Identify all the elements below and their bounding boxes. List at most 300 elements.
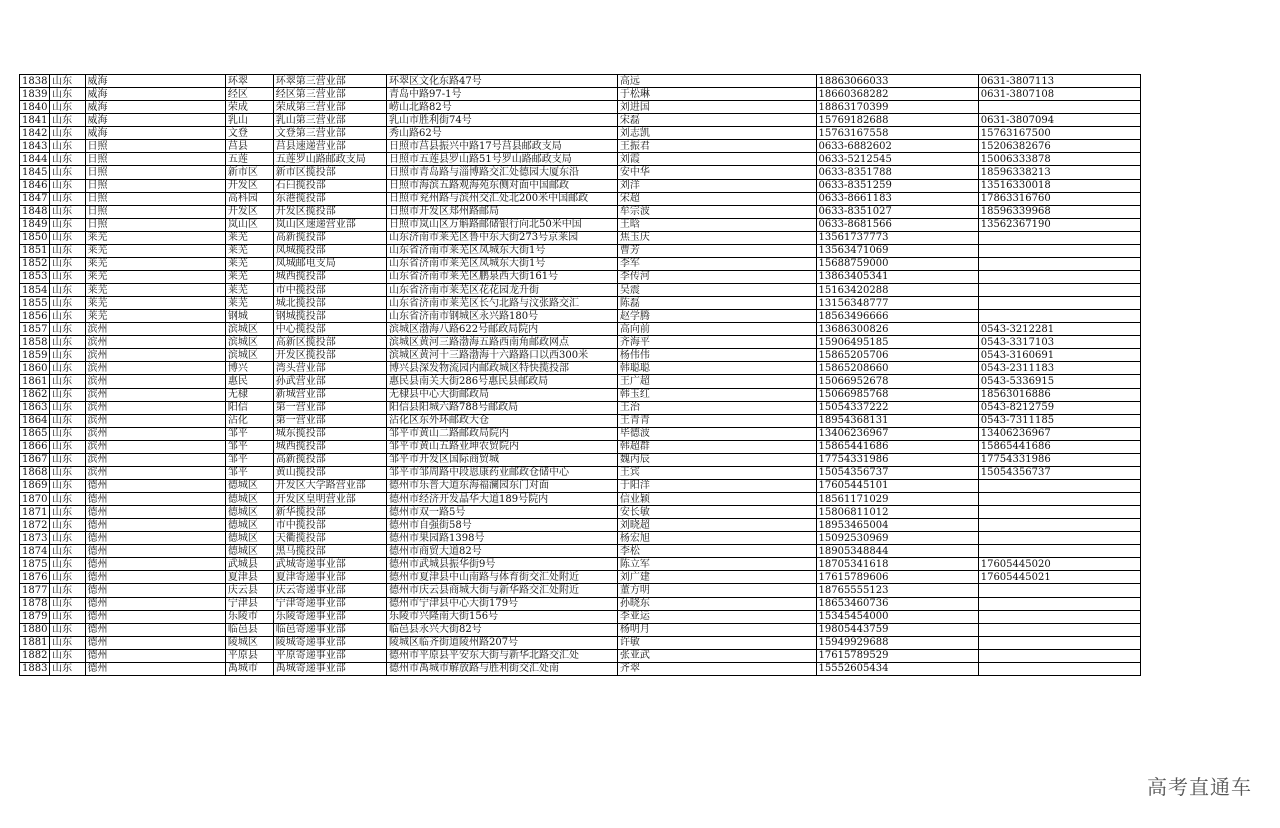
contact-name-cell: 李松 — [617, 545, 816, 558]
district-cell: 滨城区 — [225, 349, 273, 362]
district-cell: 荣成 — [225, 101, 273, 114]
table-row — [20, 179, 1141, 192]
district-cell: 开发区 — [225, 179, 273, 192]
branch-name-cell: 开发区大学路营业部 — [273, 479, 386, 492]
table-row — [20, 427, 1141, 440]
row-number-cell: 1848 — [20, 205, 50, 218]
contact-name-cell: 杨伟伟 — [617, 349, 816, 362]
row-number-cell: 1869 — [20, 479, 50, 492]
city-cell: 滨州 — [85, 323, 225, 336]
phone-cell: 15345454000 — [816, 610, 978, 623]
alt-phone-cell: 0631-3807094 — [978, 114, 1140, 127]
address-cell: 山东省济南市莱芜区长勺北路与汶张路交汇 — [387, 297, 618, 310]
district-cell: 莒县 — [225, 140, 273, 153]
district-cell: 惠民 — [225, 375, 273, 388]
branch-name-cell: 环翠第三营业部 — [273, 75, 386, 88]
address-cell: 乐陵市兴隆南大街156号 — [387, 610, 618, 623]
district-cell: 无棣 — [225, 388, 273, 401]
branch-name-cell: 开发区揽投部 — [273, 205, 386, 218]
branch-name-cell: 五莲罗山路邮政支局 — [273, 153, 386, 166]
phone-cell: 15054356737 — [816, 466, 978, 479]
contact-name-cell: 刘进国 — [617, 101, 816, 114]
table-row — [20, 597, 1141, 610]
address-cell: 环翠区文化东路47号 — [387, 75, 618, 88]
alt-phone-cell — [978, 270, 1140, 283]
contact-name-cell: 宋超 — [617, 192, 816, 205]
contact-name-cell: 刘广建 — [617, 571, 816, 584]
province-cell: 山东 — [50, 479, 85, 492]
contact-name-cell: 焦玉庆 — [617, 231, 816, 244]
city-cell: 威海 — [85, 127, 225, 140]
branch-name-cell: 第一营业部 — [273, 401, 386, 414]
alt-phone-cell — [978, 584, 1140, 597]
address-cell: 德州市乐普大道东海福澜园东门对面 — [387, 479, 618, 492]
district-cell: 平原县 — [225, 649, 273, 662]
table-row — [20, 440, 1141, 453]
province-cell: 山东 — [50, 323, 85, 336]
district-cell: 五莲 — [225, 153, 273, 166]
alt-phone-cell — [978, 610, 1140, 623]
province-cell: 山东 — [50, 362, 85, 375]
city-cell: 莱芜 — [85, 244, 225, 257]
row-number-cell: 1852 — [20, 257, 50, 270]
branch-name-cell: 平原寄递事业部 — [273, 649, 386, 662]
phone-cell: 15163420288 — [816, 284, 978, 297]
district-cell: 宁津县 — [225, 597, 273, 610]
alt-phone-cell: 13406236967 — [978, 427, 1140, 440]
alt-phone-cell — [978, 506, 1140, 519]
branch-name-cell: 夏津寄递事业部 — [273, 571, 386, 584]
row-number-cell: 1859 — [20, 349, 50, 362]
province-cell: 山东 — [50, 336, 85, 349]
row-number-cell: 1863 — [20, 401, 50, 414]
alt-phone-cell: 17863316760 — [978, 192, 1140, 205]
branch-name-cell: 城西揽投部 — [273, 270, 386, 283]
city-cell: 莱芜 — [85, 257, 225, 270]
address-cell: 德州市夏津县中山南路与体育街交汇处附近 — [387, 571, 618, 584]
phone-cell: 15769182688 — [816, 114, 978, 127]
table-row — [20, 101, 1141, 114]
phone-cell: 18954368131 — [816, 414, 978, 427]
contact-name-cell: 刘霞 — [617, 153, 816, 166]
branch-name-cell: 城东揽投部 — [273, 427, 386, 440]
province-cell: 山东 — [50, 166, 85, 179]
phone-cell: 13863405341 — [816, 270, 978, 283]
address-cell: 日照市开发区郑州路邮局 — [387, 205, 618, 218]
address-cell: 山东济南市莱芜区鲁中东大街273号京莱园 — [387, 231, 618, 244]
row-number-cell: 1847 — [20, 192, 50, 205]
city-cell: 威海 — [85, 88, 225, 101]
city-cell: 德州 — [85, 623, 225, 636]
address-cell: 德州市平原县平安东大街与新华北路交汇处 — [387, 649, 618, 662]
province-cell: 山东 — [50, 310, 85, 323]
province-cell: 山东 — [50, 179, 85, 192]
province-cell: 山东 — [50, 297, 85, 310]
phone-cell: 17605445101 — [816, 479, 978, 492]
contact-name-cell: 于阳洋 — [617, 479, 816, 492]
table-row — [20, 453, 1141, 466]
branch-name-cell: 乳山第三营业部 — [273, 114, 386, 127]
table-row — [20, 466, 1141, 479]
city-cell: 德州 — [85, 597, 225, 610]
watermark: 高考直通车 — [1147, 775, 1252, 799]
phone-cell: 15865208660 — [816, 362, 978, 375]
address-cell: 秀山路62号 — [387, 127, 618, 140]
city-cell: 日照 — [85, 192, 225, 205]
city-cell: 滨州 — [85, 414, 225, 427]
contact-name-cell: 韩超群 — [617, 440, 816, 453]
province-cell: 山东 — [50, 427, 85, 440]
contact-name-cell: 王晗 — [617, 218, 816, 231]
province-cell: 山东 — [50, 244, 85, 257]
alt-phone-cell: 0543-3160691 — [978, 349, 1140, 362]
alt-phone-cell: 0631-3807113 — [978, 75, 1140, 88]
phone-cell: 13686300826 — [816, 323, 978, 336]
branch-name-cell: 高新揽投部 — [273, 231, 386, 244]
contact-name-cell: 于松琳 — [617, 88, 816, 101]
contact-name-cell: 信业颖 — [617, 493, 816, 506]
district-cell: 开发区 — [225, 205, 273, 218]
row-number-cell: 1861 — [20, 375, 50, 388]
row-number-cell: 1873 — [20, 532, 50, 545]
table-row — [20, 375, 1141, 388]
phone-cell: 15949929688 — [816, 636, 978, 649]
province-cell: 山东 — [50, 662, 85, 675]
province-cell: 山东 — [50, 192, 85, 205]
phone-cell: 15066985768 — [816, 388, 978, 401]
contact-name-cell: 许敏 — [617, 636, 816, 649]
province-cell: 山东 — [50, 597, 85, 610]
contact-name-cell: 宋磊 — [617, 114, 816, 127]
phone-cell: 18653460736 — [816, 597, 978, 610]
alt-phone-cell — [978, 244, 1140, 257]
table-row — [20, 218, 1141, 231]
phone-cell: 18563496666 — [816, 310, 978, 323]
alt-phone-cell — [978, 493, 1140, 506]
table-row — [20, 270, 1141, 283]
city-cell: 滨州 — [85, 453, 225, 466]
phone-cell: 18660368282 — [816, 88, 978, 101]
table-row — [20, 231, 1141, 244]
alt-phone-cell: 15054356737 — [978, 466, 1140, 479]
address-cell: 日照市兖州路与滨州交汇处北200米中国邮政 — [387, 192, 618, 205]
address-cell: 德州市庆云县商城大街与新华路交汇处附近 — [387, 584, 618, 597]
row-number-cell: 1864 — [20, 414, 50, 427]
branch-name-cell: 中心揽投部 — [273, 323, 386, 336]
table-row — [20, 127, 1141, 140]
table-row — [20, 493, 1141, 506]
table-row — [20, 244, 1141, 257]
district-cell: 临邑县 — [225, 623, 273, 636]
province-cell: 山东 — [50, 127, 85, 140]
district-cell: 德城区 — [225, 532, 273, 545]
contact-name-cell: 李亚运 — [617, 610, 816, 623]
phone-cell: 18863170399 — [816, 101, 978, 114]
phone-cell: 13406236967 — [816, 427, 978, 440]
branch-name-cell: 庆云寄递事业部 — [273, 584, 386, 597]
district-cell: 德城区 — [225, 519, 273, 532]
contact-name-cell: 王振君 — [617, 140, 816, 153]
city-cell: 德州 — [85, 636, 225, 649]
contact-name-cell: 王广超 — [617, 375, 816, 388]
city-cell: 滨州 — [85, 375, 225, 388]
phone-cell: 15054337222 — [816, 401, 978, 414]
phone-cell: 15865205706 — [816, 349, 978, 362]
district-cell: 乐陵市 — [225, 610, 273, 623]
branch-name-cell: 莒县速递营业部 — [273, 140, 386, 153]
address-cell: 山东省济南市莱芜区花花园龙升街 — [387, 284, 618, 297]
city-cell: 日照 — [85, 140, 225, 153]
city-cell: 滨州 — [85, 349, 225, 362]
table-row — [20, 140, 1141, 153]
province-cell: 山东 — [50, 558, 85, 571]
province-cell: 山东 — [50, 140, 85, 153]
row-number-cell: 1858 — [20, 336, 50, 349]
row-number-cell: 1866 — [20, 440, 50, 453]
branch-name-cell: 文登第三营业部 — [273, 127, 386, 140]
alt-phone-cell: 15006333878 — [978, 153, 1140, 166]
alt-phone-cell — [978, 101, 1140, 114]
address-cell: 乳山市胜利街74号 — [387, 114, 618, 127]
phone-cell: 0633-8351259 — [816, 179, 978, 192]
contact-name-cell: 齐海平 — [617, 336, 816, 349]
table-row — [20, 388, 1141, 401]
district-cell: 莱芜 — [225, 270, 273, 283]
contact-name-cell: 王治 — [617, 401, 816, 414]
table-row — [20, 571, 1141, 584]
contact-name-cell: 安长敏 — [617, 506, 816, 519]
row-number-cell: 1875 — [20, 558, 50, 571]
district-cell: 环翠 — [225, 75, 273, 88]
phone-cell: 17615789606 — [816, 571, 978, 584]
province-cell: 山东 — [50, 284, 85, 297]
alt-phone-cell — [978, 649, 1140, 662]
address-cell: 山东省济南市莱芜区凤城东大街1号 — [387, 257, 618, 270]
city-cell: 威海 — [85, 75, 225, 88]
row-number-cell: 1868 — [20, 466, 50, 479]
city-cell: 德州 — [85, 649, 225, 662]
address-cell: 山东省济南市莱芜区凤城东大街1号 — [387, 244, 618, 257]
city-cell: 威海 — [85, 114, 225, 127]
branch-name-cell: 城北揽投部 — [273, 297, 386, 310]
contact-name-cell: 陈磊 — [617, 297, 816, 310]
alt-phone-cell — [978, 297, 1140, 310]
phone-cell: 18905348844 — [816, 545, 978, 558]
district-cell: 莱芜 — [225, 297, 273, 310]
table-body — [20, 75, 1141, 676]
branch-name-cell: 钢城揽投部 — [273, 310, 386, 323]
alt-phone-cell — [978, 636, 1140, 649]
alt-phone-cell — [978, 519, 1140, 532]
alt-phone-cell — [978, 597, 1140, 610]
phone-cell: 0633-8351788 — [816, 166, 978, 179]
branch-name-cell: 东港揽投部 — [273, 192, 386, 205]
city-cell: 德州 — [85, 479, 225, 492]
alt-phone-cell — [978, 623, 1140, 636]
phone-cell: 13563471069 — [816, 244, 978, 257]
city-cell: 日照 — [85, 166, 225, 179]
alt-phone-cell — [978, 257, 1140, 270]
branch-name-cell: 武城寄递事业部 — [273, 558, 386, 571]
contact-name-cell: 陈立军 — [617, 558, 816, 571]
province-cell: 山东 — [50, 545, 85, 558]
row-number-cell: 1860 — [20, 362, 50, 375]
alt-phone-cell — [978, 662, 1140, 675]
table-row — [20, 623, 1141, 636]
row-number-cell: 1876 — [20, 571, 50, 584]
address-cell: 德州市经济开发晶华大道189号院内 — [387, 493, 618, 506]
district-cell: 乳山 — [225, 114, 273, 127]
phone-cell: 15066952678 — [816, 375, 978, 388]
row-number-cell: 1883 — [20, 662, 50, 675]
branch-name-cell: 凤城揽投部 — [273, 244, 386, 257]
phone-cell: 0633-8681566 — [816, 218, 978, 231]
phone-cell: 15552605434 — [816, 662, 978, 675]
contact-name-cell: 孙晓东 — [617, 597, 816, 610]
table-row — [20, 284, 1141, 297]
district-cell: 滨城区 — [225, 336, 273, 349]
address-cell: 山东省济南市钢城区永兴路180号 — [387, 310, 618, 323]
district-cell: 禹城市 — [225, 662, 273, 675]
province-cell: 山东 — [50, 571, 85, 584]
table-row — [20, 636, 1141, 649]
address-cell: 德州市双一路5号 — [387, 506, 618, 519]
district-cell: 邹平 — [225, 453, 273, 466]
contact-name-cell: 杨宏旭 — [617, 532, 816, 545]
phone-cell: 13561737773 — [816, 231, 978, 244]
province-cell: 山东 — [50, 453, 85, 466]
address-cell: 德州市宁津县中心大街179号 — [387, 597, 618, 610]
city-cell: 德州 — [85, 610, 225, 623]
phone-cell: 0633-5212545 — [816, 153, 978, 166]
address-cell: 日照市岚山区万斛路邮储银行向北50米中国 — [387, 218, 618, 231]
row-number-cell: 1840 — [20, 101, 50, 114]
branch-name-cell: 岚山区速递营业部 — [273, 218, 386, 231]
table-row — [20, 545, 1141, 558]
address-cell: 邹平市开发区国际商贸城 — [387, 453, 618, 466]
row-number-cell: 1844 — [20, 153, 50, 166]
city-cell: 滨州 — [85, 362, 225, 375]
alt-phone-cell: 17754331986 — [978, 453, 1140, 466]
province-cell: 山东 — [50, 506, 85, 519]
district-cell: 夏津县 — [225, 571, 273, 584]
alt-phone-cell: 0543-3212281 — [978, 323, 1140, 336]
phone-cell: 15763167558 — [816, 127, 978, 140]
address-cell: 惠民县南关大街286号惠民县邮政局 — [387, 375, 618, 388]
alt-phone-cell: 15763167500 — [978, 127, 1140, 140]
address-cell: 滨城区渤海八路622号邮政局院内 — [387, 323, 618, 336]
district-cell: 武城县 — [225, 558, 273, 571]
branch-name-cell: 黑马揽投部 — [273, 545, 386, 558]
district-cell: 经区 — [225, 88, 273, 101]
row-number-cell: 1849 — [20, 218, 50, 231]
row-number-cell: 1855 — [20, 297, 50, 310]
city-cell: 德州 — [85, 506, 225, 519]
province-cell: 山东 — [50, 610, 85, 623]
contact-name-cell: 高远 — [617, 75, 816, 88]
alt-phone-cell: 17605445021 — [978, 571, 1140, 584]
district-cell: 德城区 — [225, 506, 273, 519]
province-cell: 山东 — [50, 153, 85, 166]
city-cell: 威海 — [85, 101, 225, 114]
alt-phone-cell: 0631-3807108 — [978, 88, 1140, 101]
contact-name-cell: 董方明 — [617, 584, 816, 597]
city-cell: 滨州 — [85, 401, 225, 414]
contact-name-cell: 牟宗波 — [617, 205, 816, 218]
row-number-cell: 1845 — [20, 166, 50, 179]
district-cell: 邹平 — [225, 440, 273, 453]
city-cell: 德州 — [85, 493, 225, 506]
district-cell: 沾化 — [225, 414, 273, 427]
alt-phone-cell: 0543-3317103 — [978, 336, 1140, 349]
city-cell: 日照 — [85, 218, 225, 231]
contact-name-cell: 王宾 — [617, 466, 816, 479]
table-row — [20, 506, 1141, 519]
table-row — [20, 558, 1141, 571]
address-cell: 青岛中路97-1号 — [387, 88, 618, 101]
contact-name-cell: 张亚武 — [617, 649, 816, 662]
row-number-cell: 1839 — [20, 88, 50, 101]
contact-name-cell: 韩玉红 — [617, 388, 816, 401]
district-cell: 高科园 — [225, 192, 273, 205]
table-row — [20, 362, 1141, 375]
phone-cell: 18863066033 — [816, 75, 978, 88]
contact-name-cell: 李传河 — [617, 270, 816, 283]
address-cell: 无棣县中心大街邮政局 — [387, 388, 618, 401]
phone-cell: 0633-6882602 — [816, 140, 978, 153]
row-number-cell: 1853 — [20, 270, 50, 283]
phone-cell: 18765555123 — [816, 584, 978, 597]
contact-name-cell: 高向前 — [617, 323, 816, 336]
district-cell: 邹平 — [225, 466, 273, 479]
phone-cell: 18705341618 — [816, 558, 978, 571]
address-cell: 邹平市黄山五路业坤农贸院内 — [387, 440, 618, 453]
table-row — [20, 114, 1141, 127]
province-cell: 山东 — [50, 649, 85, 662]
province-cell: 山东 — [50, 623, 85, 636]
city-cell: 德州 — [85, 519, 225, 532]
branch-name-cell: 天衢揽投部 — [273, 532, 386, 545]
city-cell: 德州 — [85, 532, 225, 545]
address-cell: 日照市青岛路与淄博路交汇处德园大厦东沿 — [387, 166, 618, 179]
district-cell: 庆云县 — [225, 584, 273, 597]
branch-name-cell: 新市区揽投部 — [273, 166, 386, 179]
province-cell: 山东 — [50, 375, 85, 388]
branch-name-cell: 临邑寄递事业部 — [273, 623, 386, 636]
row-number-cell: 1842 — [20, 127, 50, 140]
table-row — [20, 414, 1141, 427]
province-cell: 山东 — [50, 88, 85, 101]
table-row — [20, 205, 1141, 218]
table-row — [20, 401, 1141, 414]
alt-phone-cell — [978, 310, 1140, 323]
phone-cell: 17615789529 — [816, 649, 978, 662]
province-cell: 山东 — [50, 401, 85, 414]
alt-phone-cell: 13562367190 — [978, 218, 1140, 231]
district-cell: 陵城区 — [225, 636, 273, 649]
branch-name-cell: 高新区揽投部 — [273, 336, 386, 349]
district-cell: 岚山区 — [225, 218, 273, 231]
alt-phone-cell: 0543-5336915 — [978, 375, 1140, 388]
branch-name-cell: 经区第三营业部 — [273, 88, 386, 101]
alt-phone-cell — [978, 231, 1140, 244]
row-number-cell: 1874 — [20, 545, 50, 558]
city-cell: 德州 — [85, 558, 225, 571]
row-number-cell: 1857 — [20, 323, 50, 336]
address-cell: 德州市商贸大道82号 — [387, 545, 618, 558]
row-number-cell: 1854 — [20, 284, 50, 297]
province-cell: 山东 — [50, 584, 85, 597]
